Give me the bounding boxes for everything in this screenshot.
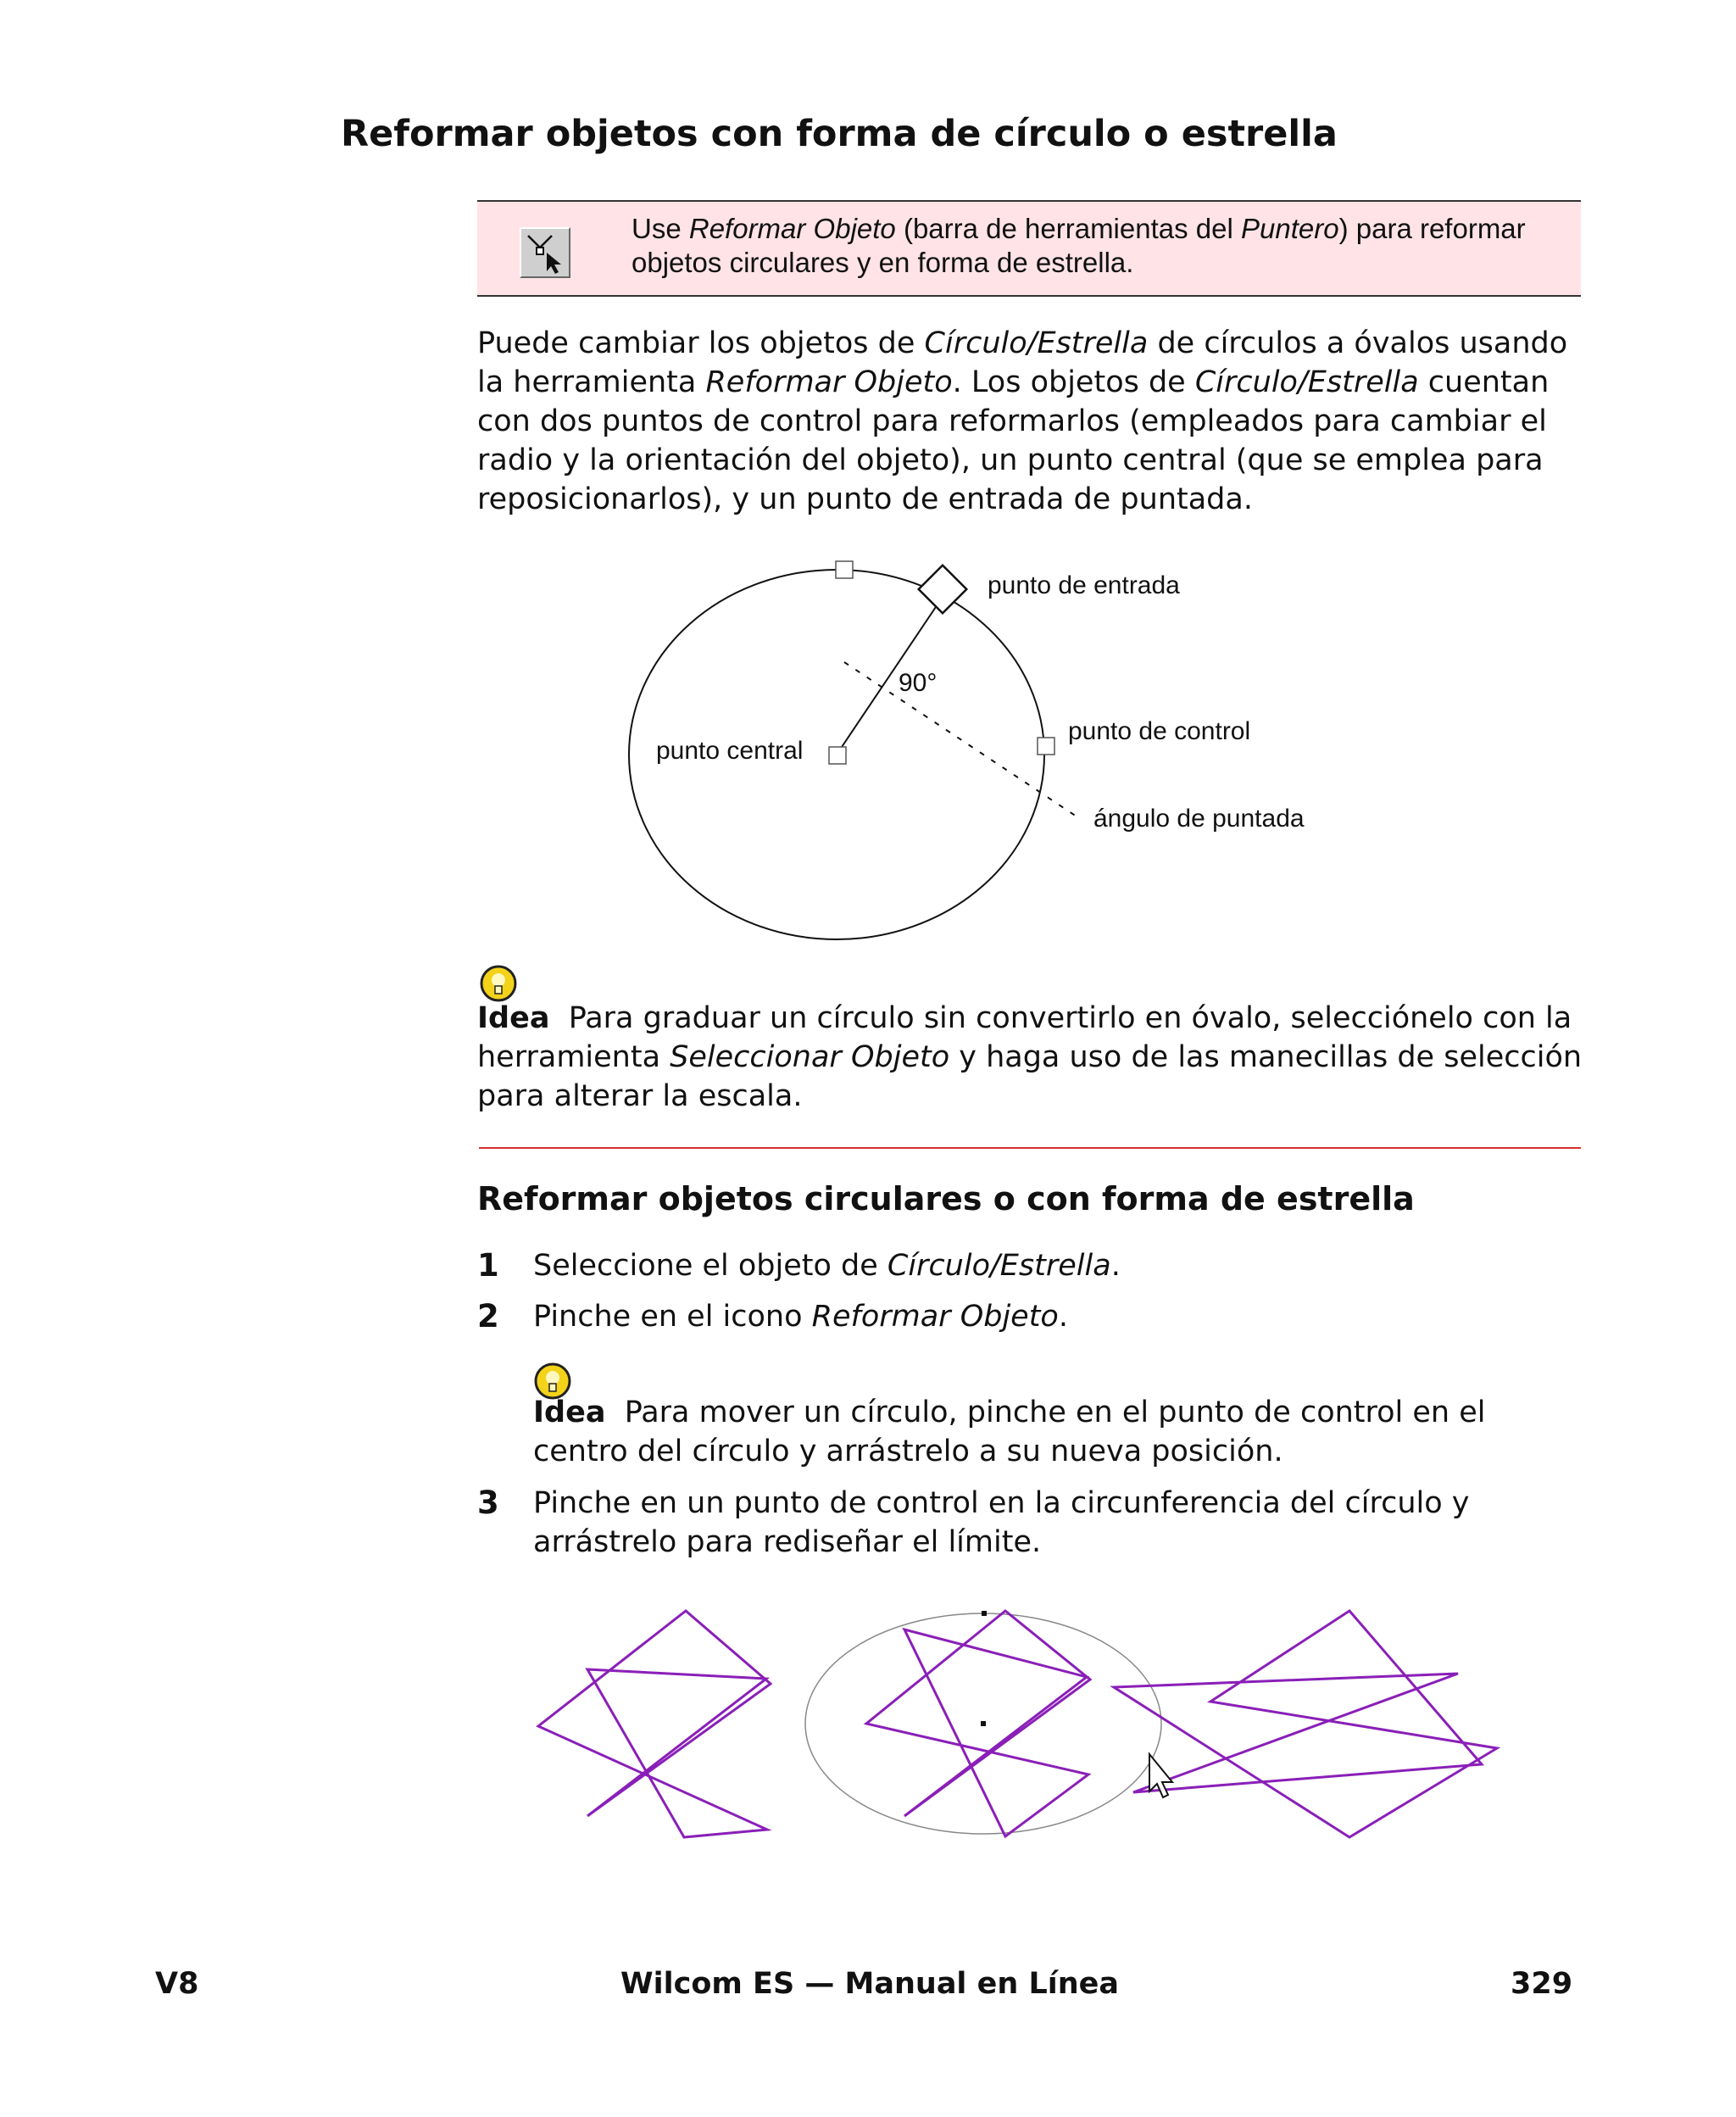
stitch-angle-label: ángulo de puntada [1093, 805, 1305, 833]
tip-text-part: (barra de herramientas del [895, 213, 1241, 244]
idea-label: Idea [477, 1001, 550, 1035]
control-handle [982, 1611, 987, 1616]
circle-diagram [593, 547, 1356, 950]
text-run: . Los objetos de [952, 365, 1195, 399]
center-handle [981, 1721, 986, 1726]
footer-title: Wilcom ES — Manual en Línea [620, 1967, 1120, 2001]
text-run: Pinche en el icono [533, 1300, 812, 1334]
step-text: Pinche en un punto de control en la circunferencia del círculo y arrástrelo para rediseñar el límite. [533, 1486, 1470, 1559]
intro-paragraph [477, 324, 1583, 519]
footer-version: V8 [155, 1967, 199, 2001]
text-run: Para mover un círculo, pinche en el punto de control en el centro del círculo y arrástrelo a su nueva posición. [533, 1396, 1495, 1468]
tip-text-part: ) para reformar objetos circulares y en forma de estrella. [632, 213, 1526, 278]
text-run: . [1058, 1300, 1068, 1334]
object-type: Círculo/Estrella [887, 1249, 1111, 1283]
step-number: 1 [477, 1247, 499, 1284]
step-text [533, 1297, 1584, 1336]
text-run: y haga uso de las manecillas de selección para alterar la escala. [477, 1040, 1583, 1113]
toolbar-name: Puntero [1241, 213, 1339, 244]
tip-box [477, 200, 1581, 297]
idea-note [477, 999, 1583, 1116]
tip-text [632, 212, 1555, 280]
top-control-handle [836, 561, 853, 578]
tool-name: Reformar Objeto [705, 365, 953, 399]
step-number: 3 [477, 1485, 499, 1521]
page-number: 329 [1511, 1967, 1573, 2001]
step-text [533, 1246, 1584, 1285]
star-reshaped [1114, 1611, 1497, 1837]
text-run: cuentan con dos puntos de control para reformarlos (empleados para cambiar el radio y la orientación del objeto), un punto central (que se emplea para reposicionarlos), y un punto de entrada de puntada. [477, 365, 1550, 516]
idea-label: Idea [533, 1396, 606, 1429]
object-type: Círculo/Estrella [1194, 365, 1419, 399]
entry-point-label: punto de entrada [988, 571, 1180, 599]
text-run: Para graduar un círculo sin convertirlo en óvalo, selecciónelo con la herramienta [477, 1001, 1582, 1074]
section-heading: Reformar objetos circulares o con forma de estrella [477, 1180, 1415, 1217]
center-point-handle [829, 747, 846, 764]
text-run: Puede cambiar los objetos de [477, 326, 925, 360]
star-reshape-illustration [534, 1594, 1577, 1848]
page-title: Reformar objetos con forma de círculo o estrella [341, 113, 1338, 155]
control-point-label: punto de control [1068, 717, 1251, 745]
star-original [538, 1611, 771, 1837]
tool-name: Reformar Objeto [811, 1300, 1059, 1334]
tool-name: Seleccionar Objeto [670, 1040, 950, 1074]
text-run: Seleccione el objeto de [533, 1249, 887, 1283]
star-reshaping [866, 1611, 1090, 1836]
side-control-handle [1038, 738, 1054, 755]
lightbulb-icon [480, 965, 517, 1002]
text-run: de círculos a óvalos usando la herramienta [477, 326, 1568, 399]
idea-note [533, 1393, 1584, 1471]
text-run: . [1110, 1249, 1121, 1283]
center-point-label: punto central [656, 737, 804, 765]
angle-label: 90° [899, 669, 938, 697]
tip-text-part: Use [632, 213, 689, 244]
object-type: Círculo/Estrella [924, 326, 1149, 360]
tool-name: Reformar Objeto [688, 213, 896, 244]
reshape-object-tool-icon [520, 227, 570, 278]
step-number: 2 [477, 1298, 499, 1334]
section-divider [479, 1147, 1581, 1149]
